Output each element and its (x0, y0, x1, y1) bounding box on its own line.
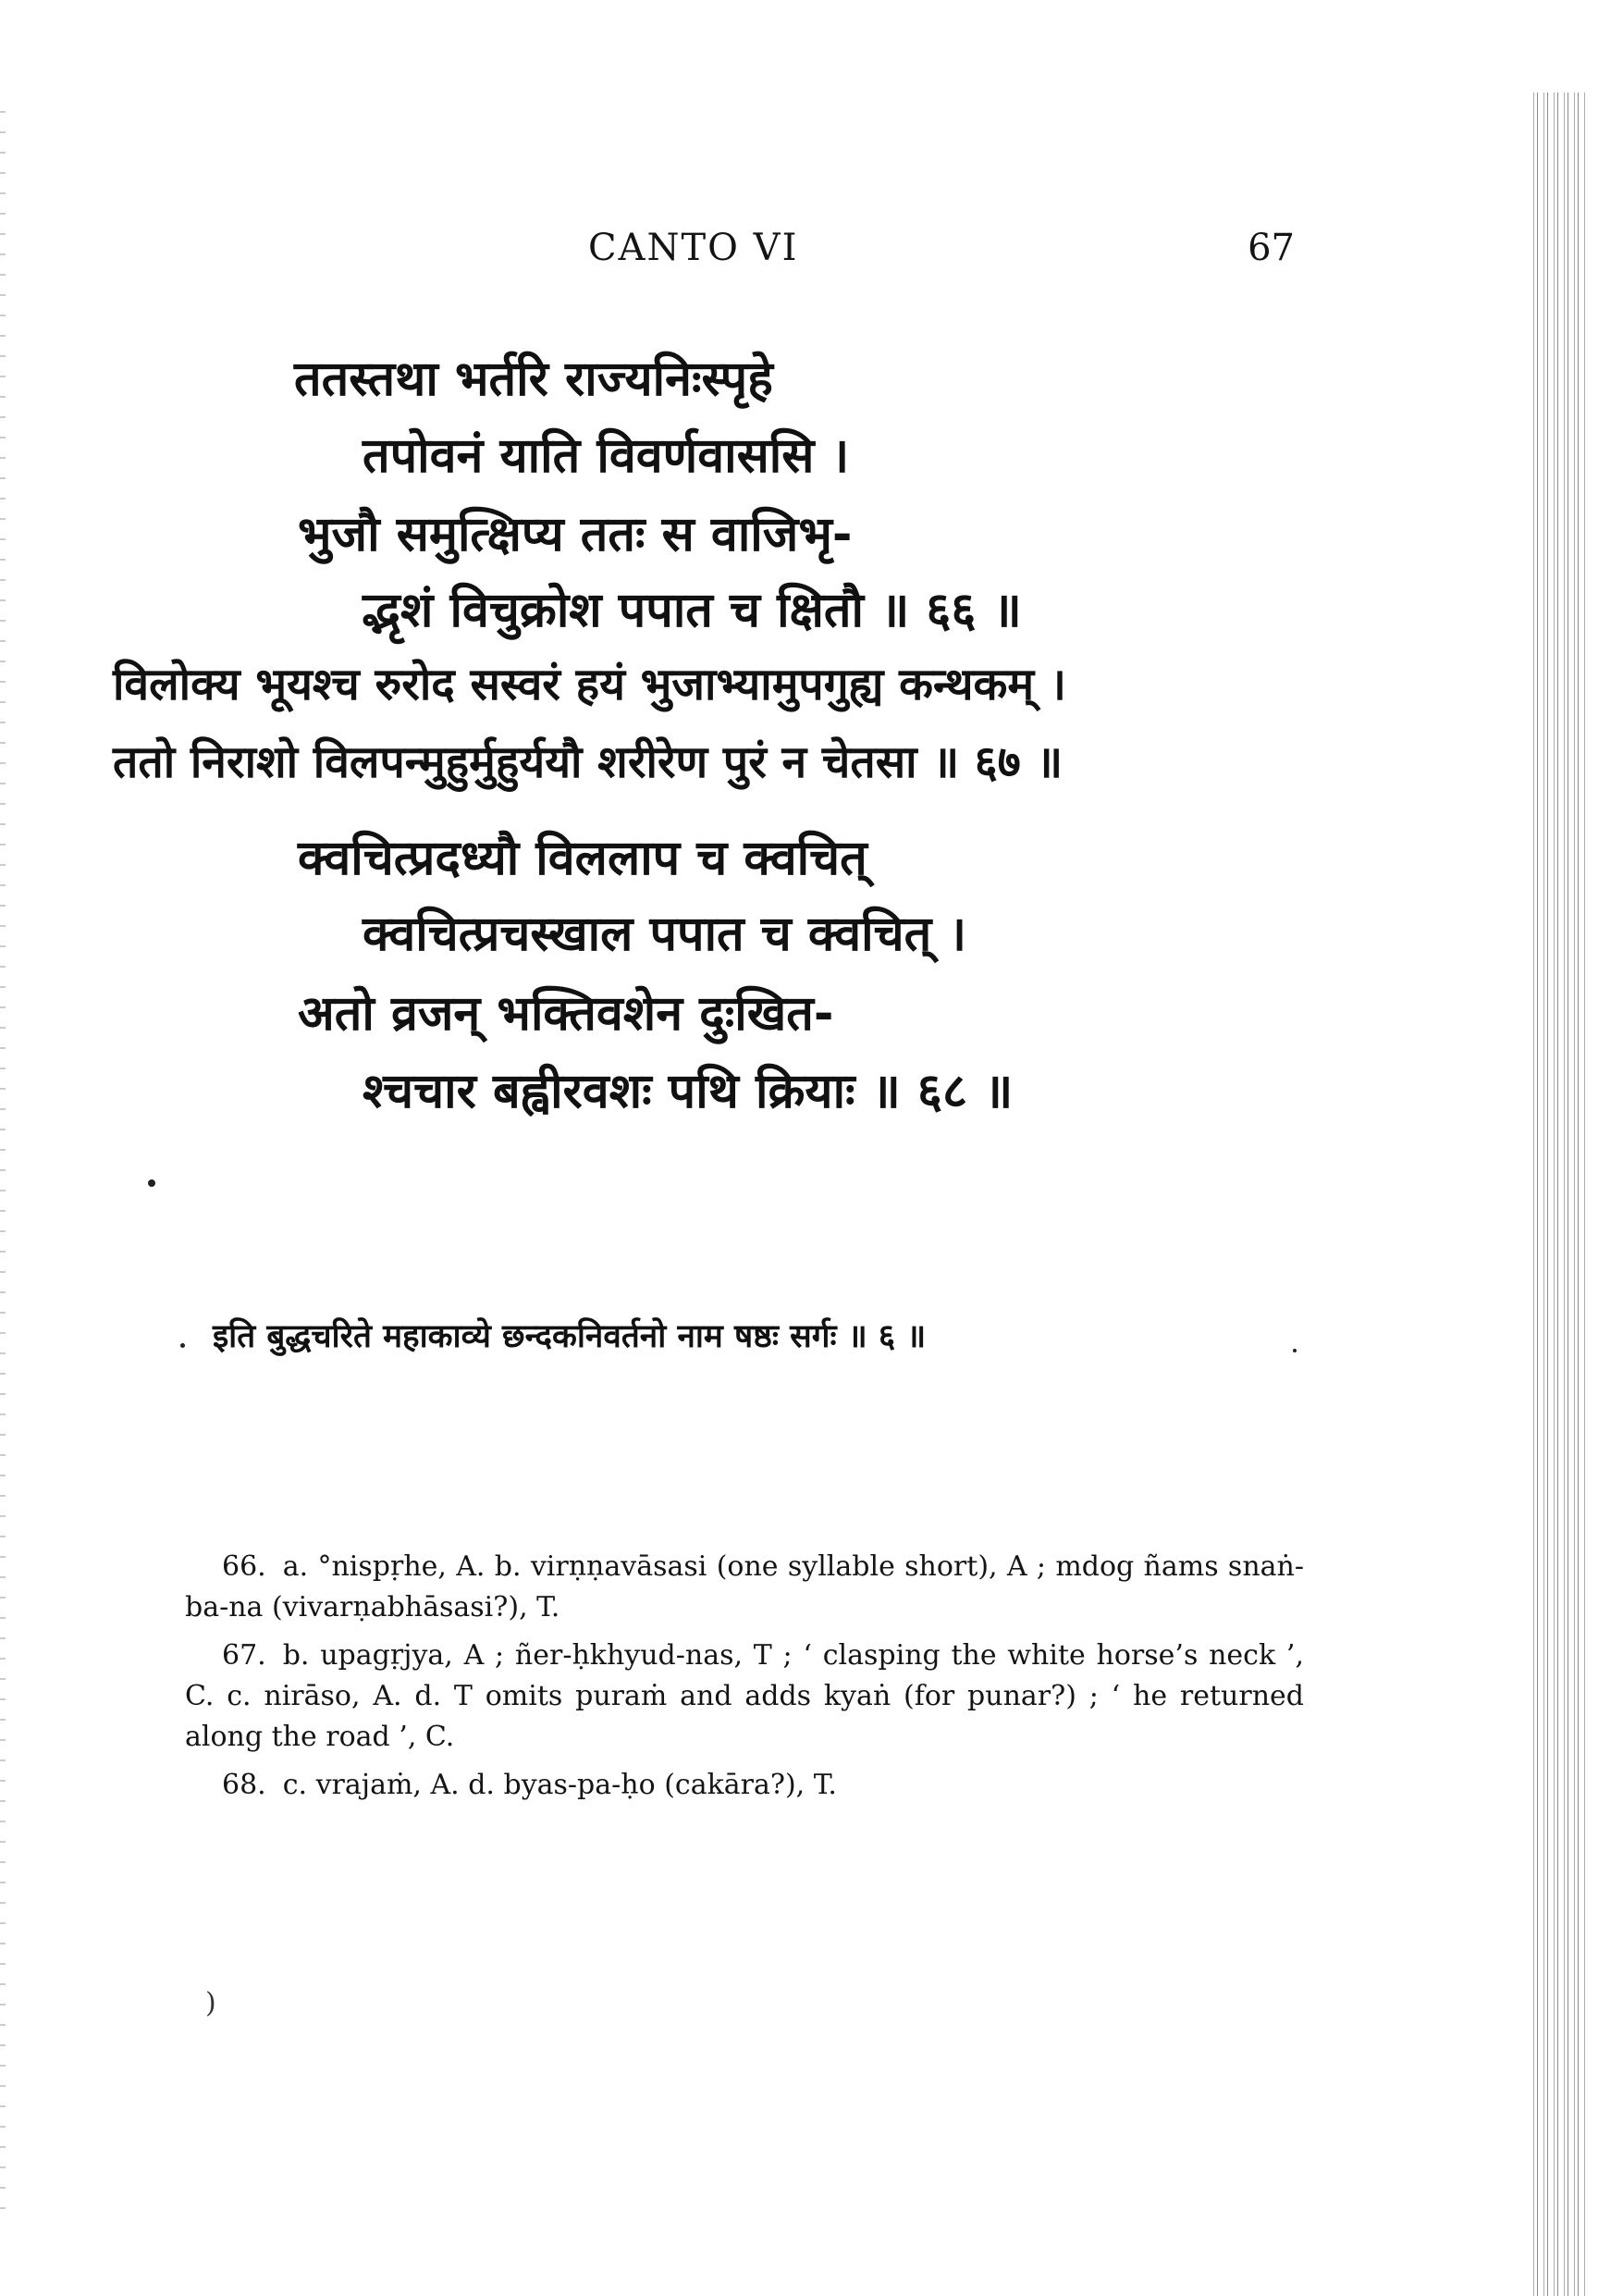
ink-speck (1293, 1349, 1297, 1352)
note-68 (185, 1765, 1304, 1806)
note-number: 68. (222, 1769, 266, 1801)
verse-line: द्भृशं विचुक्रोश पपात च क्षितौ ॥ ६६ ॥ (363, 583, 1022, 638)
verse-line: ततस्तथा भर्तरि राज्यनिःस्पृहे (294, 352, 773, 407)
verse-line: क्वचित्प्रचस्खाल पपात च क्वचित् । (363, 907, 967, 962)
scan-binding-edge (1531, 93, 1586, 2296)
ink-speck (180, 1343, 185, 1348)
note-number: 67. (222, 1639, 266, 1672)
verse-line: श्चचार बह्वीरवशः पथि क्रियाः ॥ ६८ ॥ (363, 1064, 1014, 1119)
page-header (555, 227, 1295, 282)
note-text: b. upagṛjya, A ; ñer-ḥkhyud-nas, T ; ‘ clasping the white horse’s neck ’, C. c. nirāso, A. d. T omits puraṁ and adds kyaṅ (for punar?) ; ‘ he returned along the road ’, C. (185, 1639, 1304, 1753)
page-number: 67 (1248, 227, 1295, 269)
note-66 (185, 1547, 1304, 1628)
verse-line: क्वचित्प्रदध्यौ विललाप च क्वचित् (298, 831, 867, 886)
verse-line: विलोक्य भूयश्च रुरोद सस्वरं हयं भुजाभ्यामुपगुह्य कन्थकम् । (113, 659, 1066, 710)
note-text: c. vrajaṁ, A. d. byas-pa-ḥo (cakāra?), T. (282, 1769, 837, 1801)
verse-line: तपोवनं याति विवर्णवाससि । (363, 428, 850, 484)
colophon: इति बुद्धचरिते महाकाव्ये छन्दकनिवर्तनो नाम षष्ठः सर्गः ॥ ६ ॥ (213, 1318, 927, 1355)
stray-mark: ) (205, 1987, 216, 2019)
note-text: a. °nispṛhe, A. b. virṇṇavāsasi (one syllable short), A ; mdog ñams snaṅ-ba-na (vivarṇabhāsasi?), T. (185, 1550, 1304, 1623)
verse-line: भुजौ समुत्क्षिप्य ततः स वाजिभृ- (298, 507, 853, 562)
scan-left-edge (0, 93, 6, 2220)
verse-line: ततो निराशो विलपन्मुहुर्मुहुर्ययौ शरीरेण पुरं न चेतसा ॥ ६७ ॥ (113, 736, 1064, 788)
note-number: 66. (222, 1550, 266, 1583)
critical-notes (185, 1547, 1304, 1813)
ink-speck (148, 1179, 155, 1187)
running-title: CANTO VI (588, 227, 799, 269)
note-67 (185, 1636, 1304, 1758)
verse-line: अतो व्रजन् भक्तिवशेन दुःखित- (298, 986, 834, 1042)
